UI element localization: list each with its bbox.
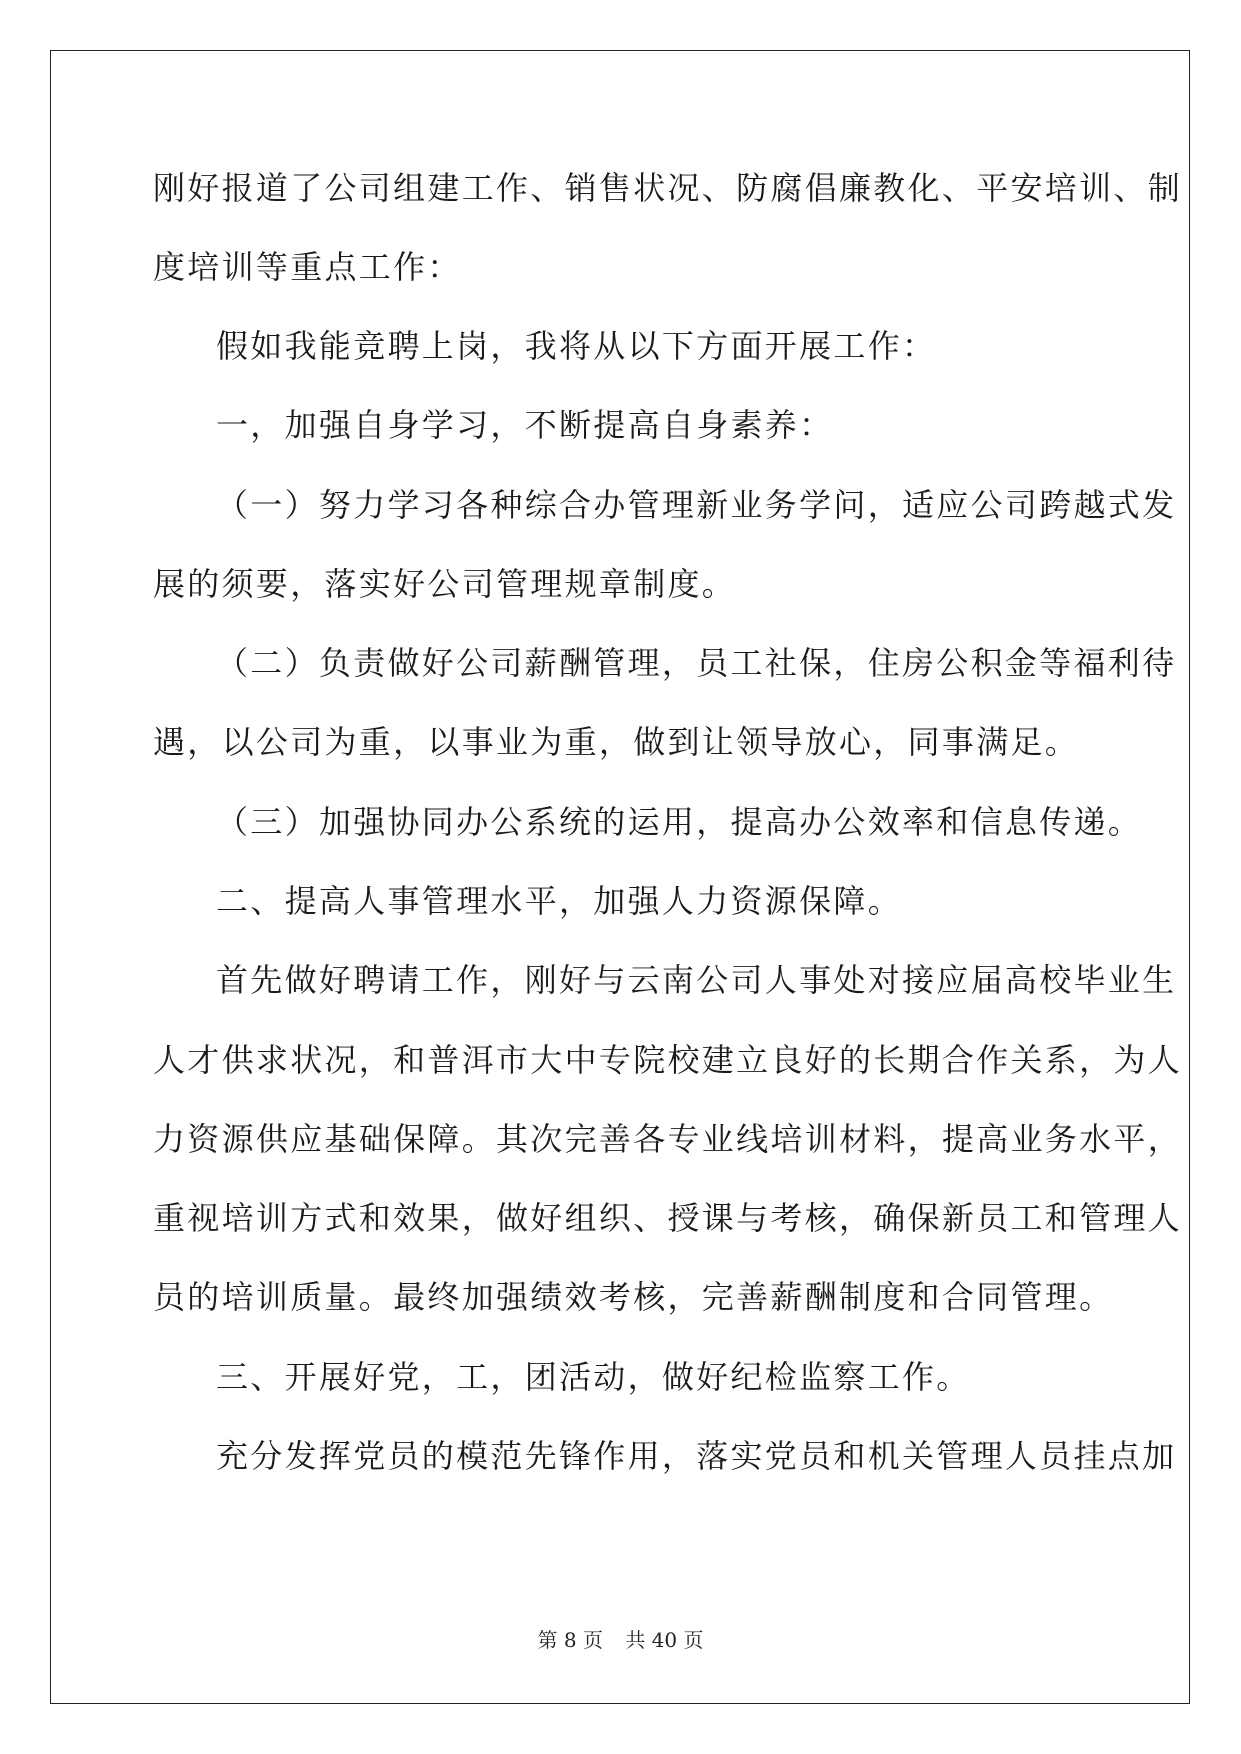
text-line: 展的须要，落实好公司管理规章制度。 bbox=[153, 565, 737, 603]
section-heading: 三、开展好党，工，团活动，做好纪检监察工作。 bbox=[216, 1358, 971, 1396]
page-number: 第 8 页 bbox=[537, 1628, 603, 1652]
paragraph-line: （三）加强协同办公系统的运用，提高办公效率和信息传递。 bbox=[216, 803, 1143, 841]
paragraph-line: 首先做好聘请工作，刚好与云南公司人事处对接应届高校毕业生 bbox=[216, 961, 1177, 999]
text-line: 人才供求状况，和普洱市大中专院校建立良好的长期合作关系，为人 bbox=[153, 1041, 1183, 1079]
paragraph-line: （二）负责做好公司薪酬管理，员工社保，住房公积金等福利待 bbox=[216, 644, 1177, 682]
paragraph-line: 假如我能竞聘上岗，我将从以下方面开展工作： bbox=[216, 327, 937, 365]
text-line: 力资源供应基础保障。其次完善各专业线培训材料，提高业务水平， bbox=[153, 1120, 1183, 1158]
text-line: 员的培训质量。最终加强绩效考核，完善薪酬制度和合同管理。 bbox=[153, 1278, 1114, 1316]
page-footer bbox=[0, 1628, 1241, 1652]
section-heading: 二、提高人事管理水平，加强人力资源保障。 bbox=[216, 882, 903, 920]
text-line: 刚好报道了公司组建工作、销售状况、防腐倡廉教化、平安培训、制 bbox=[153, 169, 1183, 207]
text-line: 度培训等重点工作： bbox=[153, 248, 462, 286]
paragraph-line: （一）努力学习各种综合办管理新业务学问，适应公司跨越式发 bbox=[216, 486, 1177, 524]
section-heading: 一，加强自身学习，不断提高自身素养： bbox=[216, 406, 834, 444]
text-line: 遇，以公司为重，以事业为重，做到让领导放心，同事满足。 bbox=[153, 723, 1080, 761]
paragraph-line: 充分发挥党员的模范先锋作用，落实党员和机关管理人员挂点加 bbox=[216, 1437, 1177, 1475]
text-line: 重视培训方式和效果，做好组织、授课与考核，确保新员工和管理人 bbox=[153, 1199, 1183, 1237]
page-total: 共 40 页 bbox=[625, 1628, 704, 1652]
